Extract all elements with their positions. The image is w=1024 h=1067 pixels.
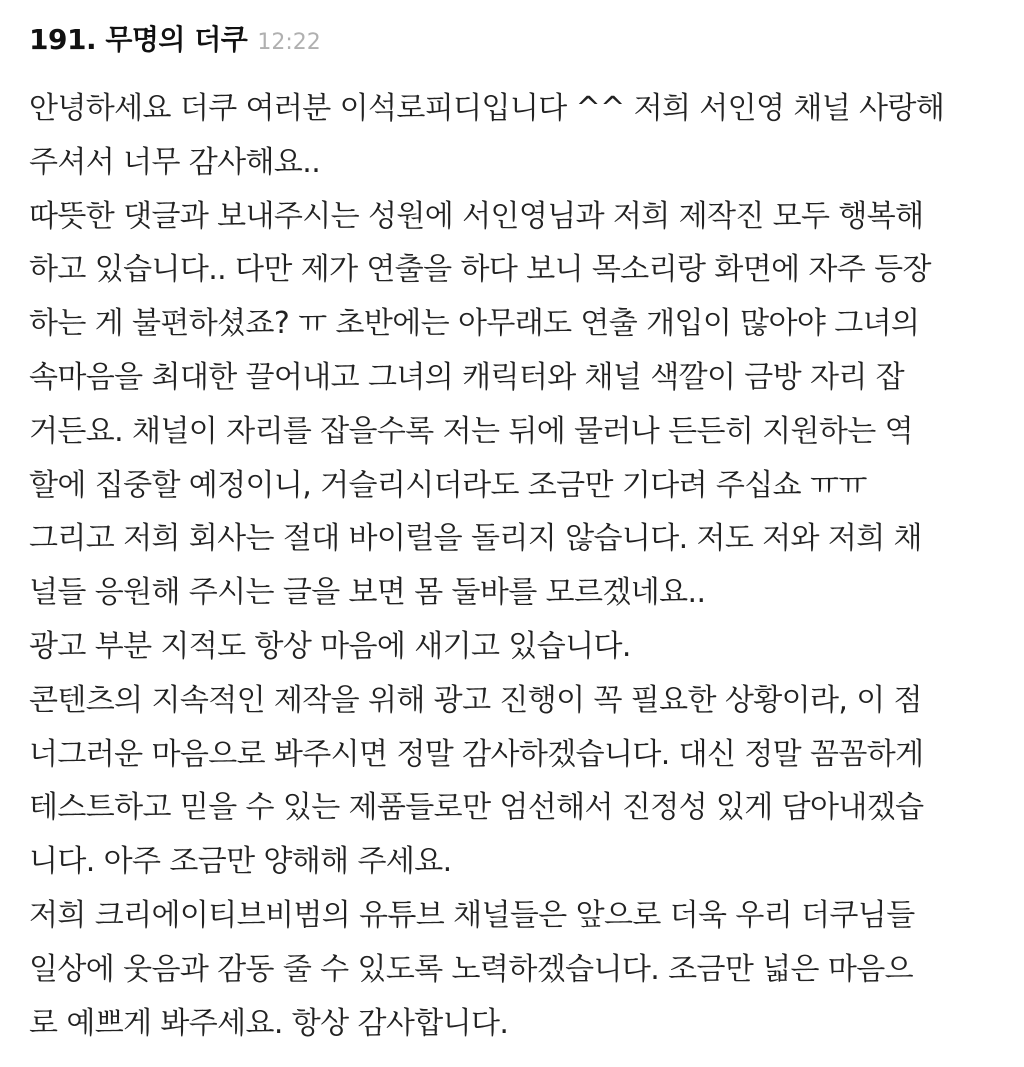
- comment-line: 할에 집중할 예정이니, 거슬리시더라도 조금만 기다려 주십쇼 ㅠㅠ: [29, 467, 867, 503]
- comment: [29, 18, 1004, 1050]
- comment-line: 광고 부분 지적도 항상 마음에 새기고 있습니다.: [29, 628, 631, 664]
- comment-line: 로 예쁘게 봐주세요. 항상 감사합니다.: [29, 1005, 509, 1041]
- comment-line: 테스트하고 믿을 수 있는 제품들로만 엄선해서 진정성 있게 담아내겠습: [29, 790, 924, 826]
- comment-line: 저희 크리에이티브비범의 유튜브 채널들은 앞으로 더욱 우리 더쿠님들: [29, 897, 915, 933]
- comment-header: [29, 18, 1004, 70]
- comment-line: 그리고 저희 회사는 절대 바이럴을 돌리지 않습니다. 저도 저와 저희 채: [29, 521, 922, 557]
- comment-line: 안녕하세요 더쿠 여러분 이석로피디입니다 ^^ 저희 서인영 채널 사랑해: [29, 91, 945, 126]
- comment-line: 하고 있습니다.. 다만 제가 연출을 하다 보니 목소리랑 화면에 자주 등장: [29, 252, 931, 288]
- comment-line: 거든요. 채널이 자리를 잡을수록 저는 뒤에 물러나 든든히 지원하는 역: [29, 413, 914, 449]
- comment-line: 니다. 아주 조금만 양해해 주세요.: [29, 844, 452, 880]
- comment-timestamp: 12:22: [257, 30, 321, 55]
- comment-body: [29, 82, 1004, 1050]
- comment-line: 주셔서 너무 감사해요..: [29, 144, 321, 180]
- comment-line: 하는 게 불편하셨죠? ㅠ 초반에는 아무래도 연출 개입이 많아야 그녀의: [29, 306, 920, 342]
- comment-line: 따뜻한 댓글과 보내주시는 성원에 서인영님과 저희 제작진 모두 행복해: [29, 198, 924, 234]
- comment-line: 콘텐츠의 지속적인 제작을 위해 광고 진행이 꼭 필요한 상황이라, 이 점: [29, 682, 922, 718]
- comment-author[interactable]: 191. 무명의 더쿠: [29, 23, 248, 56]
- comment-line: 일상에 웃음과 감동 줄 수 있도록 노력하겠습니다. 조금만 넓은 마음으: [29, 951, 914, 987]
- comment-line: 널들 응원해 주시는 글을 보면 몸 둘바를 모르겠네요..: [29, 575, 706, 611]
- comment-line: 너그러운 마음으로 봐주시면 정말 감사하겠습니다. 대신 정말 꼼꼼하게: [29, 736, 924, 772]
- comment-line: 속마음을 최대한 끌어내고 그녀의 캐릭터와 채널 색깔이 금방 자리 잡: [29, 359, 905, 395]
